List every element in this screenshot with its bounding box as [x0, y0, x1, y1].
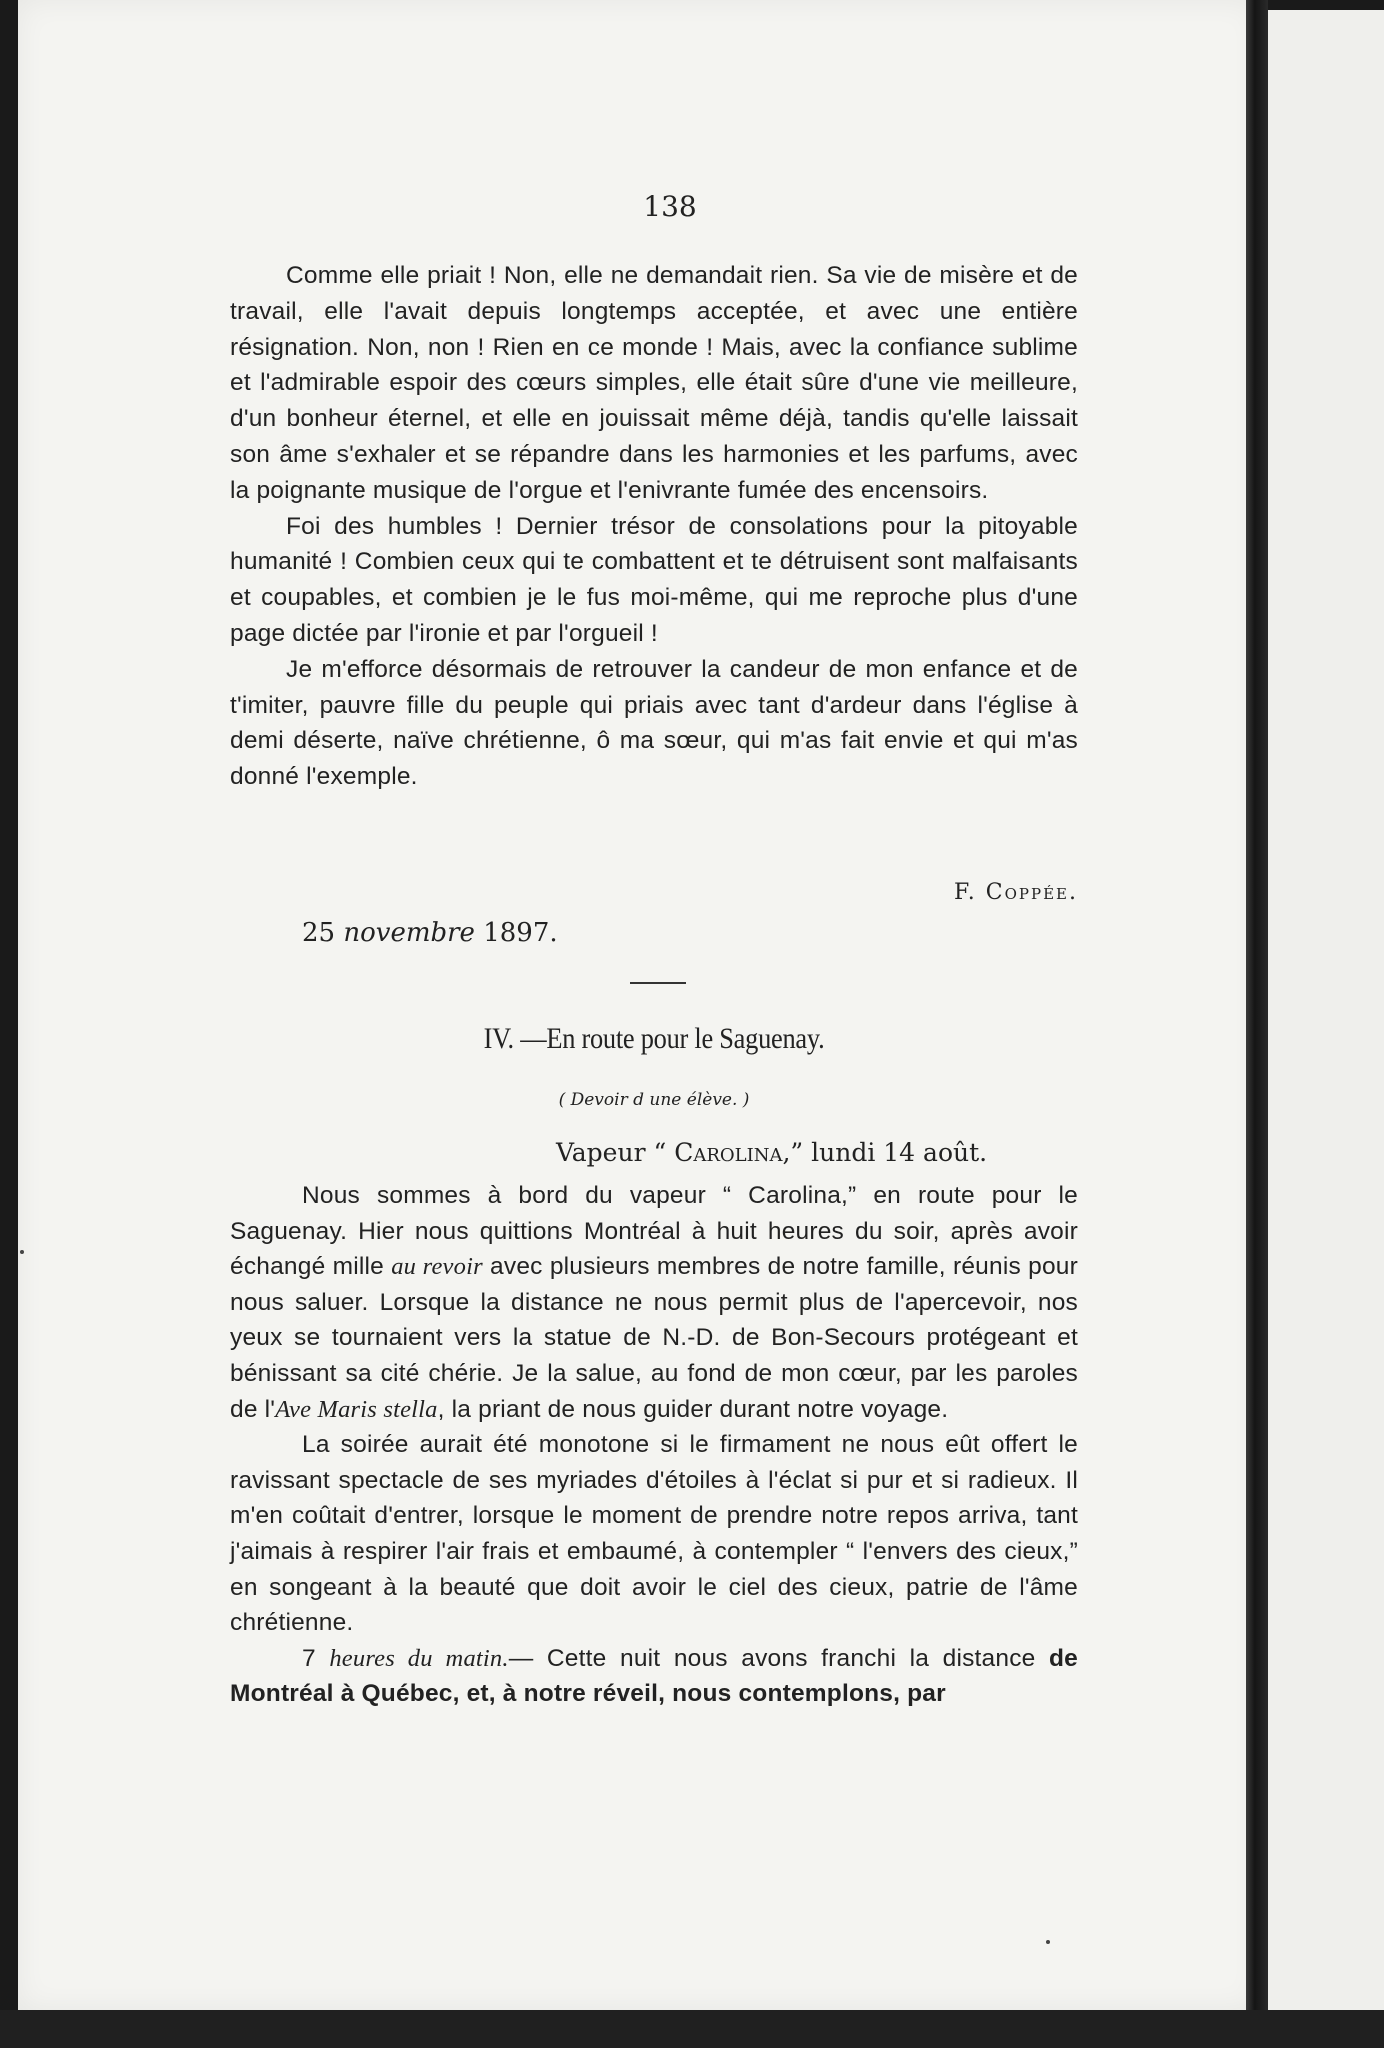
dateline-ship: Carolina, [674, 1138, 791, 1167]
section-divider [630, 982, 686, 984]
scan-speck [1046, 1940, 1050, 1944]
letter-date [302, 918, 558, 948]
text-run: Nous sommes à bord du vapeur “ Carolina,” en route pour le Saguenay. Hier nous quittions Montréal à huit heures du soir, après avoir échangé mille [230, 1182, 1078, 1281]
essay-text [230, 1178, 1078, 1712]
paragraph-prayer: Comme elle priait ! Non, elle ne demandait rien. Sa vie de misère et de travail, elle l'avait depuis longtemps acceptée, et avec une entière résignation. Non, non ! Rien en ce monde ! Mais, avec la confiance sublime et l'admirable espoir des cœurs simples, elle était sûre d'une vie meilleure, d'un bonheur éternel, et elle en jouissait même déjà, tandis qu'elle laissait son âme s'exhaler et se répandre dans les harmonies et les parfums, avec la poignante musique de l'orgue et l'enivrante fumée des encensoirs. [230, 262, 1078, 504]
paragraph-faith: Foi des humbles ! Dernier trésor de consolations pour la pitoyable humanité ! Combien ceux qui te combattent et te détruisent sont malfaisants et coupables, et combien je le fus moi-même, qui me reproche plus d'une page dictée par l'ironie et par l'orgueil ! [230, 512, 1078, 647]
letter-text [230, 258, 1078, 795]
facing-page-edge [1268, 10, 1384, 2010]
date-year: 1897. [483, 918, 558, 948]
section-subtitle: ( Devoir d une élève. ) [558, 1090, 750, 1110]
italic-run: Ave Maris stella [275, 1395, 438, 1423]
scan-bottom-edge [0, 2010, 1384, 2048]
author-signature: F. Coppée. [953, 880, 1078, 905]
text-run: , la priant de nous guider durant notre voyage. [437, 1395, 949, 1423]
date-month: novembre [343, 918, 475, 948]
section-title: IV. —En route pour le Saguenay. [483, 1022, 825, 1055]
dateline-suffix: ” lundi 14 août. [790, 1138, 988, 1167]
italic-run: heures du matin. [329, 1644, 509, 1672]
date-day: 25 [302, 918, 336, 948]
section-dateline [556, 1138, 987, 1167]
page-number: 138 [643, 190, 697, 223]
scan-speck [20, 1250, 24, 1254]
text-run: avec plusieurs membres de notre famille, réunis pour nous saluer. Lorsque la distance ne nous permit plus de l'apercevoir, nos yeux se tournaient vers la statue de N.-D. de Bon-Secours protégeant et bénissant sa cité chérie. Je la salue, au fond de mon cœur, par les paroles de l' [230, 1253, 1078, 1423]
book-page [18, 0, 1258, 2010]
text-run: — Cette nuit nous avons franchi la distance [508, 1644, 1049, 1672]
text-run: 7 [302, 1644, 330, 1672]
paragraph-morning [230, 1641, 1078, 1712]
text-run: de Montréal à Québec, et, à notre réveil, nous contemplons, par [230, 1644, 1078, 1708]
paragraph-evening: La soirée aurait été monotone si le firmament ne nous eût offert le ravissant spectacle de ses myriades d'étoiles à l'éclat si pur et si radieux. Il m'en coûtait d'entrer, lorsque le moment de prendre notre repos arriva, tant j'aimais à respirer l'air frais et embaumé, à contempler “ l'envers des cieux,” en songeant à la beauté que doit avoir le ciel des cieux, patrie de l'âme chrétienne. [230, 1431, 1078, 1637]
paragraph-candor: Je m'efforce désormais de retrouver la candeur de mon enfance et de t'imiter, pauvre fille du peuple qui priais avec tant d'ardeur dans l'église à demi déserte, naïve chrétienne, ô ma sœur, qui m'as fait envie et qui m'as donné l'exemple. [230, 655, 1078, 791]
italic-run: au revoir [391, 1253, 483, 1281]
book-spine [1246, 0, 1268, 2048]
dateline-prefix: Vapeur “ [556, 1138, 675, 1167]
paragraph-departure [230, 1178, 1078, 1427]
